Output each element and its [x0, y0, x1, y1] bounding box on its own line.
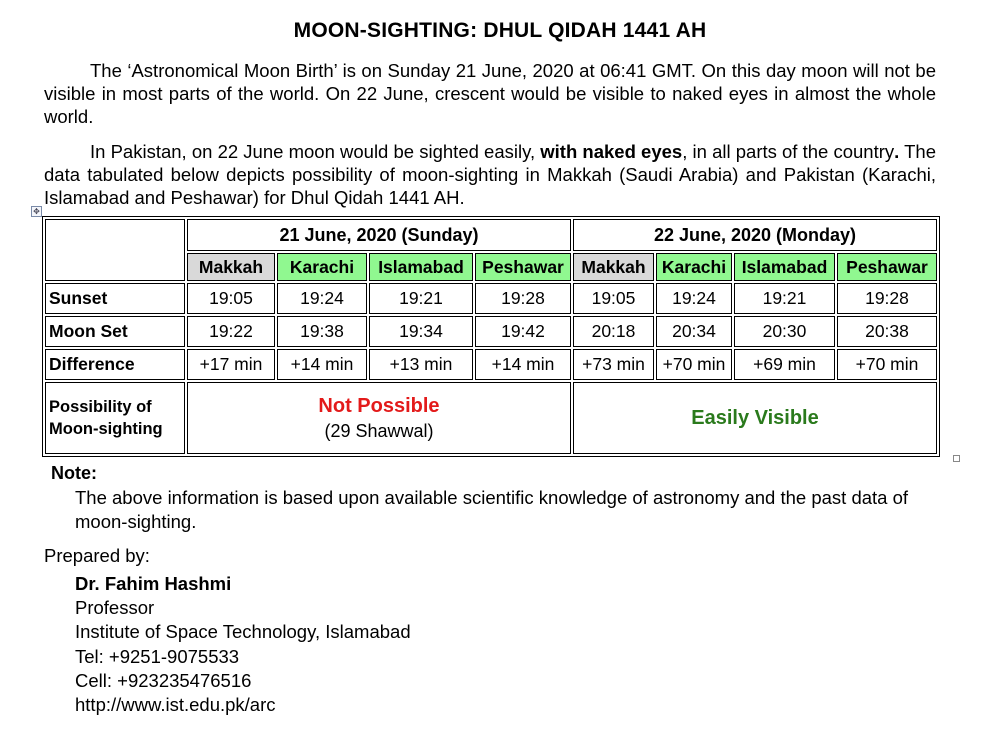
city-header: Islamabad [734, 253, 835, 281]
table-cell: 19:24 [656, 283, 732, 314]
day1-hijri-date: (29 Shawwal) [324, 420, 434, 441]
table-row-difference [45, 349, 937, 380]
city-header: Karachi [656, 253, 732, 281]
row-label: Difference [45, 349, 185, 380]
table-resize-handle[interactable] [953, 455, 960, 462]
city-header: Makkah [573, 253, 654, 281]
table-cell: 19:28 [475, 283, 571, 314]
table-cell: 19:42 [475, 316, 571, 347]
group-header-day1: 21 June, 2020 (Sunday) [187, 219, 571, 251]
table-cell: +70 min [656, 349, 732, 380]
table-cell: 20:38 [837, 316, 937, 347]
table-cell: 19:05 [187, 283, 275, 314]
city-header: Peshawar [837, 253, 937, 281]
table-cell: +14 min [475, 349, 571, 380]
possibility-label-line2: Moon-sighting [49, 420, 163, 438]
note-text: The above information is based upon available scientific knowledge of astronomy and the past data of moon-sighting. [75, 487, 909, 532]
city-header: Karachi [277, 253, 367, 281]
para2-bold: with naked eyes [540, 141, 683, 162]
city-header: Islamabad [369, 253, 473, 281]
city-header: Peshawar [475, 253, 571, 281]
author-url[interactable]: http://www.ist.edu.pk/arc [75, 694, 276, 716]
easily-visible-status: Easily Visible [691, 406, 819, 429]
day1-possibility [187, 382, 571, 454]
table-cell: +17 min [187, 349, 275, 380]
city-header: Makkah [187, 253, 275, 281]
row-label: Sunset [45, 283, 185, 314]
group-header-day2: 22 June, 2020 (Monday) [573, 219, 937, 251]
para2-part1: In Pakistan, on 22 June moon would be sighted easily, [90, 141, 541, 162]
table-cell: 20:34 [656, 316, 732, 347]
signature-block [75, 572, 411, 717]
table-cell: +14 min [277, 349, 367, 380]
para2-part3: The data tabulated below depicts possibility of moon-sighting in Makkah (Saudi Arabia) and Pakistan (Karachi, Islamabad and Peshawar) for Dhul Qidah 1441 AH. [44, 141, 936, 208]
table-row-sunset [45, 283, 937, 314]
possibility-label-line1: Possibility of [49, 398, 152, 416]
para2-bold-period: . [894, 141, 900, 162]
prepared-by-label: Prepared by: [44, 545, 150, 566]
author-cell: Cell: +923235476516 [75, 669, 252, 691]
row-label: Moon Set [45, 316, 185, 347]
intro-paragraph: The ‘Astronomical Moon Birth’ is on Sunday 21 June, 2020 at 06:41 GMT. On this day moon will not be visible in most parts of the world. On 22 June, crescent would be visible to naked eyes in almost the whole world. [44, 60, 936, 127]
moon-sighting-table [42, 216, 940, 457]
table-cell: +73 min [573, 349, 654, 380]
author-name: Dr. Fahim Hashmi [75, 573, 232, 594]
table-move-handle-icon[interactable]: ✥ [31, 206, 42, 217]
pakistan-paragraph [44, 140, 936, 209]
possibility-label [45, 382, 185, 454]
table-cell: +69 min [734, 349, 835, 380]
table-cell: 19:21 [369, 283, 473, 314]
table-cell: 19:24 [277, 283, 367, 314]
corner-cell [45, 219, 185, 281]
table-cell: +13 min [369, 349, 473, 380]
table-cell: 19:34 [369, 316, 473, 347]
day2-possibility [573, 382, 937, 454]
table-cell: 19:38 [277, 316, 367, 347]
para2-part2: , in all parts of the country [682, 141, 895, 162]
author-position: Professor [75, 597, 155, 619]
author-institute: Institute of Space Technology, Islamabad [75, 621, 411, 643]
not-possible-status: Not Possible [318, 394, 440, 417]
note-heading: Note: [51, 463, 97, 483]
table-cell: 19:28 [837, 283, 937, 314]
table-row-moon-set [45, 316, 937, 347]
table-row-possibility [45, 382, 937, 454]
author-tel: Tel: +9251-9075533 [75, 645, 240, 667]
table-cell: 20:18 [573, 316, 654, 347]
page-title: MOON-SIGHTING: DHUL QIDAH 1441 AH [293, 19, 707, 42]
table-cell: 19:22 [187, 316, 275, 347]
table-cell: 20:30 [734, 316, 835, 347]
table-cell: 19:21 [734, 283, 835, 314]
table-cell: 19:05 [573, 283, 654, 314]
table-cell: +70 min [837, 349, 937, 380]
